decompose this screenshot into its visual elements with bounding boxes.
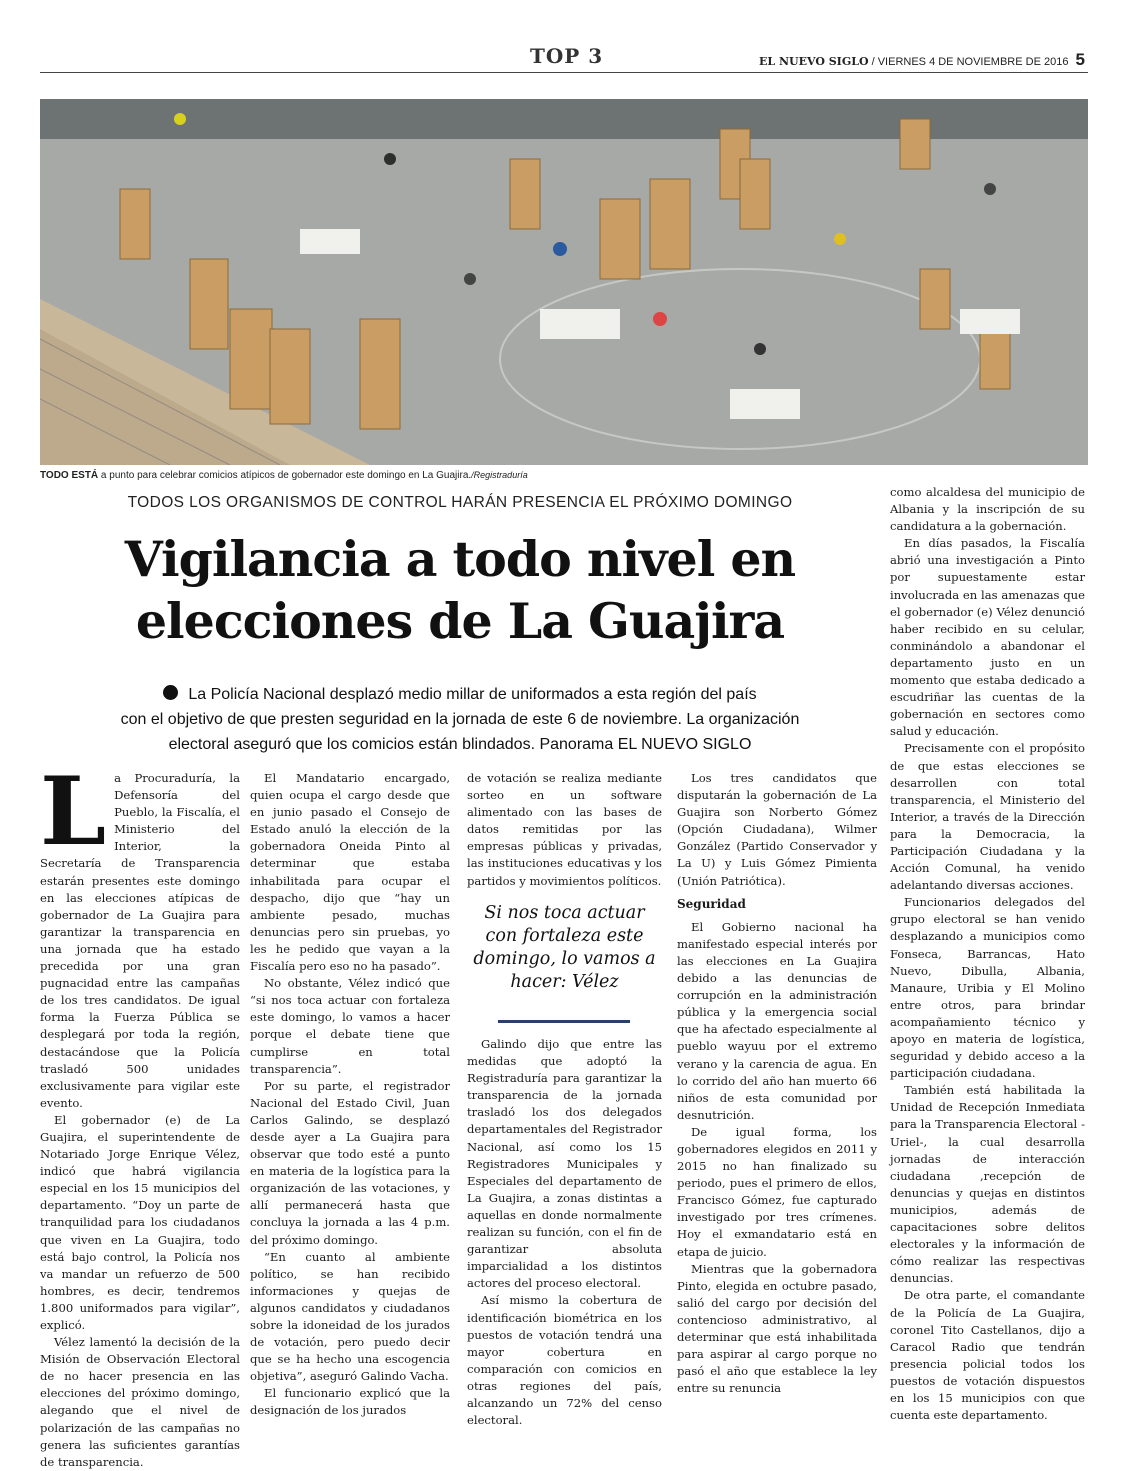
photo-caption [40, 470, 528, 481]
page-header-info [759, 50, 1085, 70]
lead-line-3: electoral aseguró que los comicios están blindados. Panorama EL NUEVO SIGLO [168, 736, 752, 753]
subhead: Seguridad [677, 896, 746, 911]
paragraph: Por su parte, el registrador Nacional del Estado Civil, Juan Carlos Galindo, se desplazó desde ayer a La Guajira para observar que todo esté a punto en materia de la logística para la organización de las votaciones, y allí permanecerá hasta que concluya la jornada a las 4 p.m. del próximo domingo. [250, 1078, 450, 1247]
pull-quote: Si nos toca actuar con fortaleza este domingo, lo vamos a hacer: Vélez [473, 903, 656, 992]
article-column-3-continued [467, 1036, 662, 1429]
paragraph: En días pasados, la Fiscalía abrió una investigación a Pinto por supuestamente estar involucrada en las amenazas que el gobernador (e) Vélez denunció haber recibido en su celular, conminándolo a abandonar el departamento justo en un momento que estaba dedicado a escudriñar las cuentas de la gobernación en sectores como salud y educación. [890, 536, 1085, 739]
caption-credit: /Registraduría [471, 470, 528, 480]
lead-line-2: con el objetivo de que presten seguridad en la jornada de este 6 de noviembre. La organización [120, 711, 800, 728]
publication-name: EL NUEVO SIGLO [759, 55, 869, 68]
headline [40, 528, 880, 652]
paragraph: “En cuanto al ambiente político, se han recibido informaciones y quejas de algunos candidatos y ciudadanos sobre la idoneidad de los jurados de votación, pero puedo decir que se ha hecho una escogencia objetiva”, aseguró Galindo Vacha. [250, 1249, 450, 1384]
paragraph: El Mandatario encargado, quien ocupa el cargo desde que en junio pasado el Consejo de Estado anuló la elección de la gobernadora Oneida Pinto al determinar que estaba inhabilitada para ocupar el despacho, dijo que “hay un ambiente pesado, muchas denuncias pero sin pruebas, yo les he pedido que vayan a la Fiscalía pero eso no ha pasado”. [250, 771, 450, 974]
paragraph: El Gobierno nacional ha manifestado especial interés por las elecciones en La Guajira debido a las denuncias de corrupción en la administración pública y la emergencia social que ha afectado especialmente al pueblo wayuu por el extremo verano y la carencia de agua. En lo corrido del año han muerto 66 niños de esta comunidad por desnutrición. [677, 919, 877, 1122]
lead-line-1: La Policía Nacional desplazó medio millar de uniformados a esta región del país [188, 686, 757, 703]
paragraph: Mientras que la gobernadora Pinto, elegida en octubre pasado, salió del cargo por decisión del contencioso administrativo, al determinar que está inhabilitada para aspirar al cargo porque no pasó el año que establece la ley entre su renuncia [677, 1261, 877, 1396]
article-column-3 [467, 770, 662, 890]
paragraph: Los tres candidatos que disputarán la gobernación de La Guajira son Norberto Gómez (Opción Ciudadana), Wilmer González (Partido Conservador y La U) y Luis Gómez Pimienta (Unión Patriótica). [677, 771, 877, 888]
caption-text: a punto para celebrar comicios atípicos de gobernador este domingo en La Guajira. [98, 470, 472, 481]
pull-quote-rule [498, 1020, 630, 1023]
caption-bold: TODO ESTÁ [40, 470, 99, 481]
kicker: TODOS LOS ORGANISMOS DE CONTROL HARÁN PRESENCIA EL PRÓXIMO DOMINGO [127, 494, 793, 511]
drop-cap: L [40, 757, 107, 867]
paragraph: Galindo dijo que entre las medidas que adoptó la Registraduría para garantizar la transparencia de la jornada trasladó los dos delegados departamentales del Registrador Nacional, así como los 15 Registradores Municipales y Especiales del departamento de La Guajira, a zonas distintas a aquellas en donde normalmente realizan su función, con el fin de garantizar absoluta imparcialidad a los distintos actores del proceso electoral. [467, 1037, 662, 1291]
paragraph: Así mismo la cobertura de identificación biométrica en los puestos de votación tendrá una mayor cobertura en comparación con comicios en otras regiones del país, alcanzando un 72% del censo electoral. [467, 1293, 662, 1428]
article-column-4 [677, 770, 877, 1397]
section-title: TOP 3 [530, 44, 604, 68]
paragraph: No obstante, Vélez indicó que “si nos toca actuar con fortaleza este domingo, lo vamos a hacer porque el debate tiene que cumplirse en total transparencia”. [250, 976, 450, 1076]
headline-line-2: elecciones de La Guajira [135, 592, 785, 650]
article-photo [40, 99, 1088, 465]
paragraph: Precisamente con el propósito de que estas elecciones se desarrollen con total transparencia, el Ministerio del Interior, a través de la Dirección para la Democracia, la Participación Ciudadana y la Acción Comunal, ha venido adelantando diversas acciones. [890, 741, 1085, 893]
publication-date: / VIERNES 4 DE NOVIEMBRE DE 2016 [871, 56, 1069, 68]
paragraph: a Procuraduría, la Defensoría del Pueblo, la Fiscalía, el Ministerio del Interior, la Secretaría de Transparencia estarán presentes este domingo en las elecciones atípicas de gobernador de La Guajira para garantizar la transparencia en una jornada que ha estado precedida por una gran pugnacidad entre las campañas de los tres candidatos. De igual forma la Fuerza Pública se desplegará por toda la región, destacándose que la Policía trasladó 500 unidades exclusivamente para vigilar este evento. [40, 771, 240, 1110]
paragraph: El funcionario explicó que la designación de los jurados [250, 1386, 450, 1418]
paragraph: como alcaldesa del municipio de Albania y la inscripción de su candidatura a la gobernación. [890, 485, 1085, 534]
headline-line-1: Vigilancia a todo nivel en [124, 530, 796, 588]
page-number: 5 [1075, 50, 1085, 69]
lead-paragraph [40, 682, 880, 757]
article-column-2 [250, 770, 450, 1420]
paragraph: Funcionarios delegados del grupo electoral se han venido desplazando a municipios como Fonseca, Barrancas, Hato Nuevo, Dibulla, Albania, Manaure, Uribia y El Molino entre otros, para brindar acompañamiento técnico y apoyo en materia de logística, seguridad y debido acceso a la participación ciudadana. [890, 895, 1085, 1081]
article-column-1 [40, 757, 240, 1471]
paragraph: El gobernador (e) de La Guajira, el superintendente de Notariado Jorge Enrique Vélez, indicó que habrá vigilancia especial en los 15 municipios del departamento. “Doy un parte de tranquilidad para los ciudadanos que viven en La Guajira, todo está bajo control, la Policía nos va mandar un refuerzo de 500 hombres, es decir, tendremos 1.800 uniformados para vigilar”, explicó. [40, 1112, 240, 1332]
bullet-icon [163, 685, 178, 700]
paragraph: De igual forma, los gobernadores elegidos en 2011 y 2015 no han finalizado su periodo, pues el primero de ellos, Francisco Gómez, fue capturado investigado por tres crímenes. Hoy el exmandatario está en etapa de juicio. [677, 1124, 877, 1259]
paragraph: También está habilitada la Unidad de Recepción Inmediata para la Transparencia Electoral -Uriel-, la cual desarrolla jornadas de interacción ciudadana ,recepción de denuncias y quejas en distintos municipios, además de capacitaciones sobre delitos electorales y la información de cómo realizar las respectivas denuncias. [890, 1083, 1085, 1286]
article-column-5 [890, 484, 1085, 1424]
paragraph: De otra parte, el comandante de la Policía de La Guajira, coronel Tito Castellanos, dijo a Caracol Radio que tendrán presencia policial todos los puestos de votación dispuestos en los 15 municipios con que cuenta este departamento. [890, 1288, 1085, 1423]
paragraph: Vélez lamentó la decisión de la Misión de Observación Electoral de no hacer presencia en las elecciones del próximo domingo, alegando que el nivel de polarización de las campañas no genera las suficientes garantías de transparencia. [40, 1335, 240, 1469]
header-rule [40, 72, 1088, 73]
paragraph: de votación se realiza mediante sorteo en un software alimentado con las bases de datos remitidas por las empresas públicas y privadas, las instituciones educativas y los partidos y movimientos políticos. [467, 771, 662, 888]
